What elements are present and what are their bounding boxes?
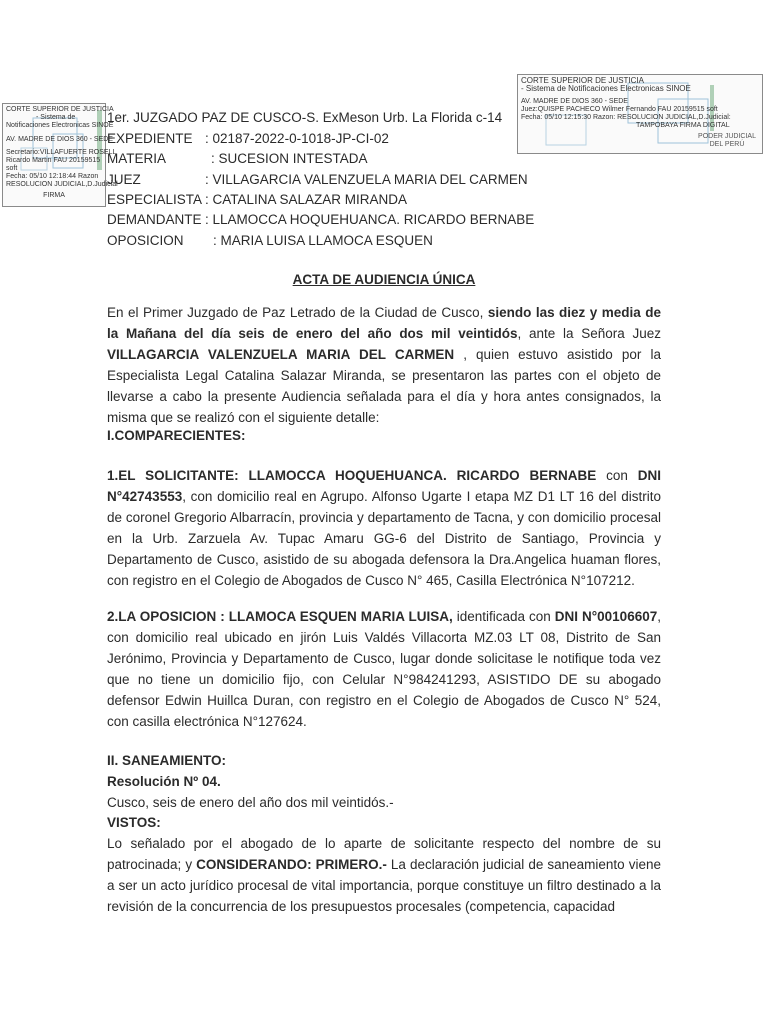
signature-stamp-left — [2, 103, 118, 207]
stamp-line: Ricardo Martin FAU 20159515 — [6, 157, 101, 164]
expediente-row — [107, 131, 389, 147]
section-saneamiento: II. SANEAMIENTO: — [107, 753, 227, 768]
bold-run: siendo las diez y media de la Mañana del día seis de enero del año dos mil veintidós — [107, 305, 661, 341]
demandante-label: DEMANDANTE — [107, 212, 202, 227]
document-title-text: ACTA DE AUDIENCIA ÚNICA — [292, 272, 476, 287]
stamp-line: Juez:QUISPE PACHECO Wilmer Fernando FAU 20159515 soft — [521, 106, 718, 113]
juez-label: JUEZ — [107, 172, 141, 187]
text-run: , con domicilio real ubicado en jirón Luis Valdés Villacorta MZ.03 LT 08, Distrito de San Jerónimo, Provincia y Departamento de Cusco, lugar donde solicitase le notifique toda vez que no tiene un domicilio fijo, con Celular N°984241293, ASISTIDO DE su abogado defensor Edwin Huillca Duran, con registro en el Colegio de Abogados de Cusco N° 524, con casilla electrónica N°127624. — [107, 609, 661, 729]
stamp-line: RESOLUCION JUDICIAL,D.Judicial — [6, 181, 118, 188]
bold-run: 1.EL SOLICITANTE: LLAMOCCA HOQUEHUANCA. RICARDO BERNABE — [107, 468, 597, 483]
vistos-heading: VISTOS: — [107, 815, 161, 830]
court-name: 1er. JUZGADO PAZ DE CUSCO-S. ExMeson Urb. La Florida c-14 — [107, 110, 503, 125]
especialista-value: : CATALINA SALAZAR MIRANDA — [205, 192, 408, 207]
stamp-line: - Sistema de — [36, 114, 76, 121]
stamp-line: CORTE SUPERIOR DE JUSTICIA — [521, 76, 644, 85]
section-comparecientes: I.COMPARECIENTES: — [107, 428, 246, 443]
seal-line: PODER JUDICIAL — [698, 133, 756, 140]
materia-row — [107, 151, 368, 167]
materia-label: MATERIA — [107, 151, 167, 166]
stamp-line: TAMPOBAYA FIRMA DIGITAL — [636, 122, 730, 129]
text-run: Lo señalado por el abogado de lo aparte de solicitante respecto del nombre de su patrocinada; y — [107, 836, 661, 872]
bold-run: CONSIDERANDO: PRIMERO.- — [196, 857, 387, 872]
text-run: La declaración judicial de saneamiento viene a ser un acto jurídico procesal de vital importancia, porque constituye un filtro destinado a la revisión de la concurrencia de los presupuestos procesales (competencia, capacidad — [107, 857, 661, 914]
resolucion-number: Resolución Nº 04. — [107, 774, 221, 789]
document-title — [107, 272, 661, 287]
stamp-signature-label: FIRMA — [43, 192, 65, 199]
stamp-line: Fecha: 05/10 12:18:44 Razon — [6, 173, 99, 180]
bold-run: VILLAGARCIA VALENZUELA MARIA DEL CARMEN — [107, 347, 455, 362]
seal-line: DEL PERÚ — [709, 141, 745, 148]
materia-value: : SUCESION INTESTADA — [211, 151, 368, 166]
stamp-line: soft — [6, 165, 18, 172]
poder-judicial-seal — [698, 133, 756, 149]
resolucion-date: Cusco, seis de enero del año dos mil veintidós.- — [107, 795, 394, 810]
text-run: , quien estuvo asistido por la Especialista Legal Catalina Salazar Miranda, se presentaron las partes con el objeto de llevarse a cabo la presente Audiencia señalada para el día y hora antes consignados, la misma que se realizó con el siguiente detalle: — [107, 347, 661, 425]
stamp-line: AV. MADRE DE DIOS 360 - SEDE — [6, 136, 113, 143]
stamp-line: - Sistema de Notificaciones Electronicas SINOE — [521, 84, 691, 93]
vistos-paragraph — [107, 833, 661, 917]
bold-run: DNI N°00106607 — [554, 609, 658, 624]
bold-run: DNI N°42743553 — [107, 468, 661, 504]
text-run: , ante la Señora Juez — [517, 326, 661, 341]
juez-row — [107, 172, 528, 188]
stamp-line: Notificaciones Electronicas SINOE — [6, 122, 114, 129]
text-run: con — [596, 468, 638, 483]
especialista-row — [107, 192, 407, 208]
oposicion-paragraph — [107, 606, 661, 732]
demandante-row — [107, 212, 534, 228]
stamp-line: CORTE SUPERIOR DE JUSTICIA — [6, 106, 114, 113]
juez-value: : VILLAGARCIA VALENZUELA MARIA DEL CARMEN — [205, 172, 528, 187]
oposicion-value: : MARIA LUISA LLAMOCA ESQUEN — [213, 233, 433, 248]
stamp-line: AV. MADRE DE DIOS 360 - SEDE — [521, 98, 628, 105]
text-run: , con domicilio real en Agrupo. Alfonso Ugarte I etapa MZ D1 LT 16 del distrito de coronel Gregorio Albarracín, provincia y departamento de Tacna, y con domicilio procesal en la Urb. Zarzuela Av. Tupac Amaru GG-6 del Distrito de Santiago, Provincia y Departamento de Cusco, asistido de su abogada defensora la Dra.Angelica huaman flores, con registro en el Colegio de Abogados de Cusco N° 465, Casilla Electrónica N°107212. — [107, 489, 661, 588]
oposicion-label: OPOSICION — [107, 233, 184, 248]
oposicion-row — [107, 233, 433, 249]
stamp-line: Fecha: 05/10 12:15:30 Razon: RESOLUCION JUDICIAL,D.Judicial: — [521, 114, 731, 121]
expediente-value: : 02187-2022-0-1018-JP-CI-02 — [205, 131, 389, 146]
intro-paragraph — [107, 302, 661, 428]
especialista-label: ESPECIALISTA — [107, 192, 203, 207]
expediente-label: EXPEDIENTE — [107, 131, 193, 146]
signature-stamp-right — [517, 74, 763, 154]
stamp-line: Secretario:VILLAFUERTE ROSELL — [6, 149, 117, 156]
text-run: identificada con — [452, 609, 555, 624]
bold-run: 2.LA OPOSICION : LLAMOCA ESQUEN MARIA LUISA, — [107, 609, 453, 624]
demandante-value: : LLAMOCCA HOQUEHUANCA. RICARDO BERNABE — [205, 212, 535, 227]
text-run: En el Primer Juzgado de Paz Letrado de la Ciudad de Cusco, — [107, 305, 488, 320]
solicitante-paragraph — [107, 465, 661, 591]
